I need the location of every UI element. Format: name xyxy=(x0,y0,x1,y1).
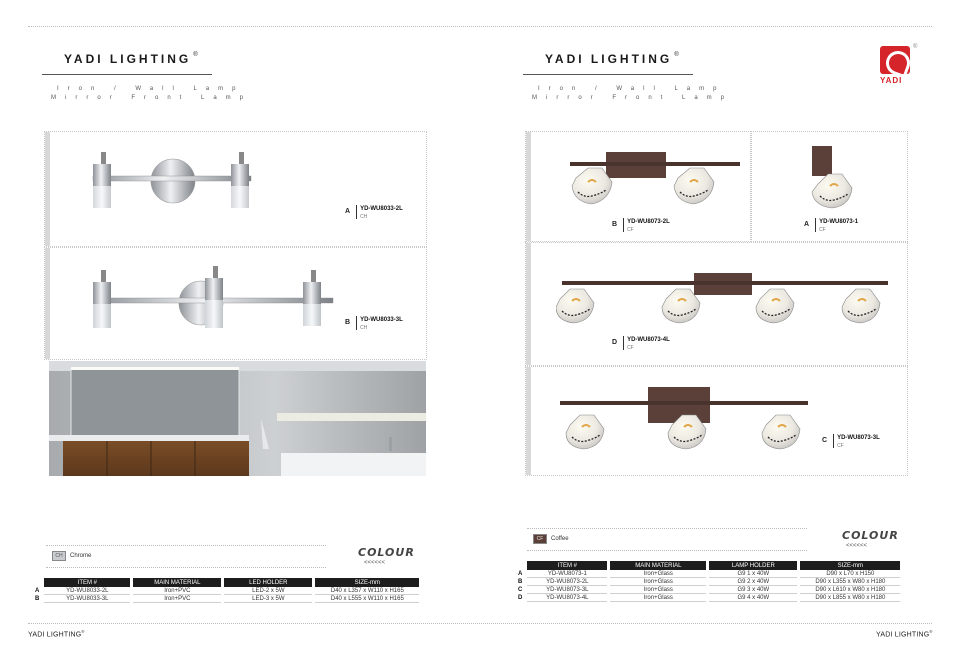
cell-item: YD-WU8073-3L xyxy=(527,586,607,594)
colour-chip: CF xyxy=(533,534,547,544)
bottom-rule xyxy=(28,623,932,624)
product-letter: A xyxy=(345,208,351,215)
cell-holder: G9 3 x 40W xyxy=(709,586,797,594)
cell-size: D90 x L855 x W80 x H180 xyxy=(800,594,900,602)
header-holder: LED HOLDER xyxy=(224,578,312,587)
label-divider xyxy=(623,218,624,232)
left-subtitle-line1: Iron / Wall Lamp xyxy=(57,86,245,92)
panel-accent-bar xyxy=(45,132,50,246)
cell-size: D40 x L555 x W110 x H165 xyxy=(315,595,419,603)
row-letter: B xyxy=(518,579,523,585)
product-panel-left-b xyxy=(44,247,427,360)
cell-material: Iron+PVC xyxy=(133,595,221,603)
logo-word: YADI xyxy=(880,76,903,85)
product-code: YD-WU8033-3L xyxy=(360,317,403,323)
product-panel-right-a xyxy=(751,131,908,242)
panel-accent-bar xyxy=(45,248,50,359)
lamp-image-coffee-3l xyxy=(556,383,816,468)
left-subtitle-line2: Mirror Front Lamp xyxy=(51,95,253,101)
cell-item: YD-WU8033-2L xyxy=(44,587,130,595)
label-divider xyxy=(356,316,357,330)
product-panel-right-d xyxy=(525,242,908,366)
left-colour-rule-2 xyxy=(46,567,326,568)
product-finish: CF xyxy=(627,345,634,351)
colour-name: Coffee xyxy=(551,536,569,542)
lamp-image-chrome-2l xyxy=(73,146,273,246)
product-label-b xyxy=(612,218,670,234)
product-finish: CH xyxy=(360,325,368,331)
right-colour-rule xyxy=(527,528,807,529)
lamp-image-coffee-4l xyxy=(556,263,896,348)
row-letter: A xyxy=(518,571,523,577)
label-divider xyxy=(356,205,357,219)
header-item: ITEM # xyxy=(527,561,607,570)
colour-name: Chrome xyxy=(70,553,92,559)
label-divider xyxy=(815,218,816,232)
row-letter: D xyxy=(518,595,523,601)
product-finish: CF xyxy=(627,227,634,233)
product-finish: CF xyxy=(837,443,844,449)
cell-holder: LED-3 x 5W xyxy=(224,595,312,603)
right-footer-brand: YADI LIGHTING® xyxy=(876,629,933,639)
cell-item: YD-WU8073-2L xyxy=(527,578,607,586)
logo-registered: ® xyxy=(913,44,918,50)
right-subtitle-line1: Iron / Wall Lamp xyxy=(538,86,726,92)
left-colour-swatch-row xyxy=(52,551,91,561)
header-material: MAIN MATERIAL xyxy=(133,578,221,587)
label-divider xyxy=(623,336,624,350)
colour-chip: CH xyxy=(52,551,66,561)
product-label-a xyxy=(345,205,403,221)
right-subtitle-line2: Mirror Front Lamp xyxy=(532,95,734,101)
cell-material: Iron+PVC xyxy=(133,587,221,595)
product-panel-right-b xyxy=(525,131,751,242)
product-label-c xyxy=(822,434,880,450)
product-letter: D xyxy=(612,339,618,346)
cell-item: YD-WU8073-4L xyxy=(527,594,607,602)
table-header-row xyxy=(33,578,419,587)
row-letter: A xyxy=(35,588,40,594)
table-row xyxy=(516,578,900,586)
row-letter: C xyxy=(518,587,523,593)
left-footer-brand: YADI LIGHTING® xyxy=(28,629,85,639)
cell-holder: G9 1 x 40W xyxy=(709,570,797,578)
label-divider xyxy=(833,434,834,448)
top-rule xyxy=(28,26,932,27)
table-header-row xyxy=(516,561,900,570)
cell-size: D90 x L355 x W80 x H180 xyxy=(800,578,900,586)
cell-material: Iron+Glass xyxy=(610,578,706,586)
product-finish: CH xyxy=(360,214,368,220)
header-size: SIZE-mm xyxy=(800,561,900,570)
right-brand-underline xyxy=(523,74,693,75)
lamp-image-coffee-2l xyxy=(566,146,746,221)
product-label-a xyxy=(804,218,858,234)
product-panel-left-a xyxy=(44,131,427,247)
header-material: MAIN MATERIAL xyxy=(610,561,706,570)
yadi-logo xyxy=(880,46,916,90)
left-spec-table xyxy=(30,578,422,603)
left-brand-title: YADI LIGHTING ® xyxy=(64,52,198,66)
table-row xyxy=(516,594,900,602)
product-label-d xyxy=(612,336,670,352)
cell-material: Iron+Glass xyxy=(610,594,706,602)
logo-mark-icon xyxy=(880,46,910,74)
right-colour-swatch-row xyxy=(533,534,569,544)
panel-accent-bar xyxy=(526,243,531,365)
row-letter: B xyxy=(35,596,40,602)
cell-size: D90 x L610 x W80 x H180 xyxy=(800,586,900,594)
right-colour-rule-2 xyxy=(527,550,807,551)
header-size: SIZE-mm xyxy=(315,578,419,587)
table-row xyxy=(516,570,900,578)
table-corner xyxy=(516,561,524,570)
cell-material: Iron+Glass xyxy=(610,570,706,578)
product-panel-right-c xyxy=(525,366,908,476)
cell-size: D90 x L70 x H150 xyxy=(800,570,900,578)
table-corner xyxy=(33,578,41,587)
product-letter: A xyxy=(804,221,810,228)
lamp-image-coffee-1l xyxy=(804,144,864,214)
product-code: YD-WU8073-4L xyxy=(627,337,670,343)
left-brand-underline xyxy=(42,74,212,75)
cell-item: YD-WU8073-1 xyxy=(527,570,607,578)
right-colour-arrows: <<<<<< xyxy=(846,543,868,549)
header-item: ITEM # xyxy=(44,578,130,587)
cell-holder: LED-2 x 5W xyxy=(224,587,312,595)
table-row xyxy=(33,595,419,603)
product-letter: B xyxy=(345,319,351,326)
cell-item: YD-WU8033-3L xyxy=(44,595,130,603)
product-code: YD-WU8073-2L xyxy=(627,219,670,225)
cell-material: Iron+Glass xyxy=(610,586,706,594)
table-row xyxy=(516,586,900,594)
table-row xyxy=(33,587,419,595)
product-letter: C xyxy=(822,437,828,444)
product-code: YD-WU8033-2L xyxy=(360,206,403,212)
right-colour-title: COLOUR xyxy=(842,529,899,542)
product-letter: B xyxy=(612,221,618,228)
product-code: YD-WU8073-1 xyxy=(819,219,859,225)
right-brand-title: YADI LIGHTING ® xyxy=(545,52,679,66)
bathroom-scene-image xyxy=(49,361,426,476)
left-colour-rule xyxy=(46,545,326,546)
panel-accent-bar xyxy=(526,132,531,241)
right-spec-table xyxy=(513,561,903,602)
cell-holder: G9 4 x 40W xyxy=(709,594,797,602)
left-colour-arrows: <<<<<< xyxy=(364,560,386,566)
lamp-image-chrome-3l xyxy=(73,258,343,358)
product-label-b xyxy=(345,316,403,332)
panel-accent-bar xyxy=(526,367,531,475)
left-colour-title: COLOUR xyxy=(358,546,415,559)
header-holder: LAMP HOLDER xyxy=(709,561,797,570)
product-finish: CF xyxy=(819,227,826,233)
cell-holder: G9 2 x 40W xyxy=(709,578,797,586)
product-code: YD-WU8073-3L xyxy=(837,435,880,441)
cell-size: D40 x L357 x W110 x H165 xyxy=(315,587,419,595)
